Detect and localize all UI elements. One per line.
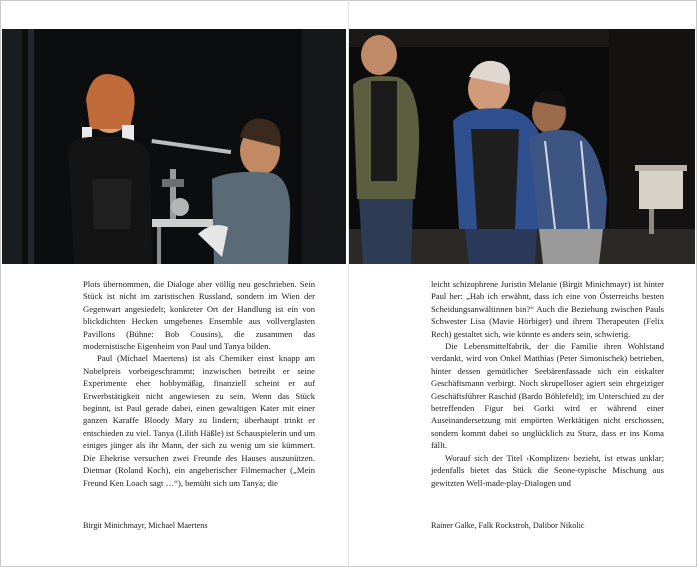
photo-caption-left: Birgit Minichmayr, Michael Maertens (83, 521, 208, 530)
right-text-column (431, 278, 664, 489)
stage-photo-left (2, 29, 346, 264)
paragraph: Paul (Michael Maertens) ist als Chemiker einst knapp am Nobelpreis vorbeigeschrammt; inzwischen betreibt er seine Experimente eher hobbymäßig, finanziell scheint er auf Erwerbstätigkeit nicht angewiesen zu sein. Wenn das Stück beginnt, ist Paul gerade dabei, einen gewaltigen Kater mit einer ganzen Karaffe Bloody Mary zu lindern; überhaupt trinkt er entschieden zu viel. Tanya (Lilith Häßle) ist Schauspielerin und um einiges jünger als ihr Mann, der sich zu wenig um sie kümmert. Die Ehekrise versuchen zwei Freunde des Hauses auszunützen. Dietmar (Roland Koch), ein angeberischer Filmemacher („Mein Freund Ken Loach sagt …“), bemüht sich um Tanya; die (83, 353, 315, 488)
paragraph: Die Lebensmittelfabrik, der die Familie ihren Wohlstand verdankt, wird von Onkel Matthias (Peter Simonischek) betrieben, hinter dessen gemütlicher Seebärenfassade sich ein eiskalter Geschäftsmann verbirgt. Noch skrupelloser agiert sein ehrgeiziger Geschäftsführer Raschid (Bardo Böhlefeld); im Unterschied zu der betreffenden Figur bei Gorki wird er während einer Auseinandersetzung mit empörten Werktätigen nicht erschossen, sondern kommt dabei so unglücklich zu Sturz, dass er ins Koma fällt. (431, 341, 664, 451)
stage-photo-left-graphic (2, 29, 346, 264)
stage-photo-right (349, 29, 695, 264)
left-text-column (83, 278, 315, 489)
paragraph: Plots übernommen, die Dialoge aber völlig neu geschrieben. Sein Stück ist nicht im zaristischen Russland, sondern im Wien der Gegenwart angesiedelt; konkreter Ort der Handlung ist ein von blickdichten Hecken umgebenes Ensemble aus vollverglasten Pavillons (Bühne: Bob Cousins), die zusammen das modernistische Eigenheim von Paul und Tanya bilden. (83, 279, 315, 352)
stage-photo-right-graphic (349, 29, 695, 264)
paragraph: Worauf sich der Titel ›Komplizen‹ bezieht, ist etwas unklar; jedenfalls bietet das Stück die Seone-typische Mischung aus gewitzten Well-made-play-Dialogen und (431, 452, 664, 488)
photo-caption-right: Rainer Galke, Falk Rockstroh, Dalibor Nikolic (431, 521, 585, 530)
paragraph: leicht schizophrene Juristin Melanie (Birgit Minichmayr) ist hinter Paul her: „Hab ich erwähnt, dass ich eine von Österreichs besten Scheidungsanwältinnen bin?“ Auch die Beziehung zwischen Pauls Schwester Lisa (Mavie Hörbiger) und ihrem Therapeuten (Felix Rech) gestaltet sich, wie könnte es anders sein, schwierig. (431, 279, 664, 339)
